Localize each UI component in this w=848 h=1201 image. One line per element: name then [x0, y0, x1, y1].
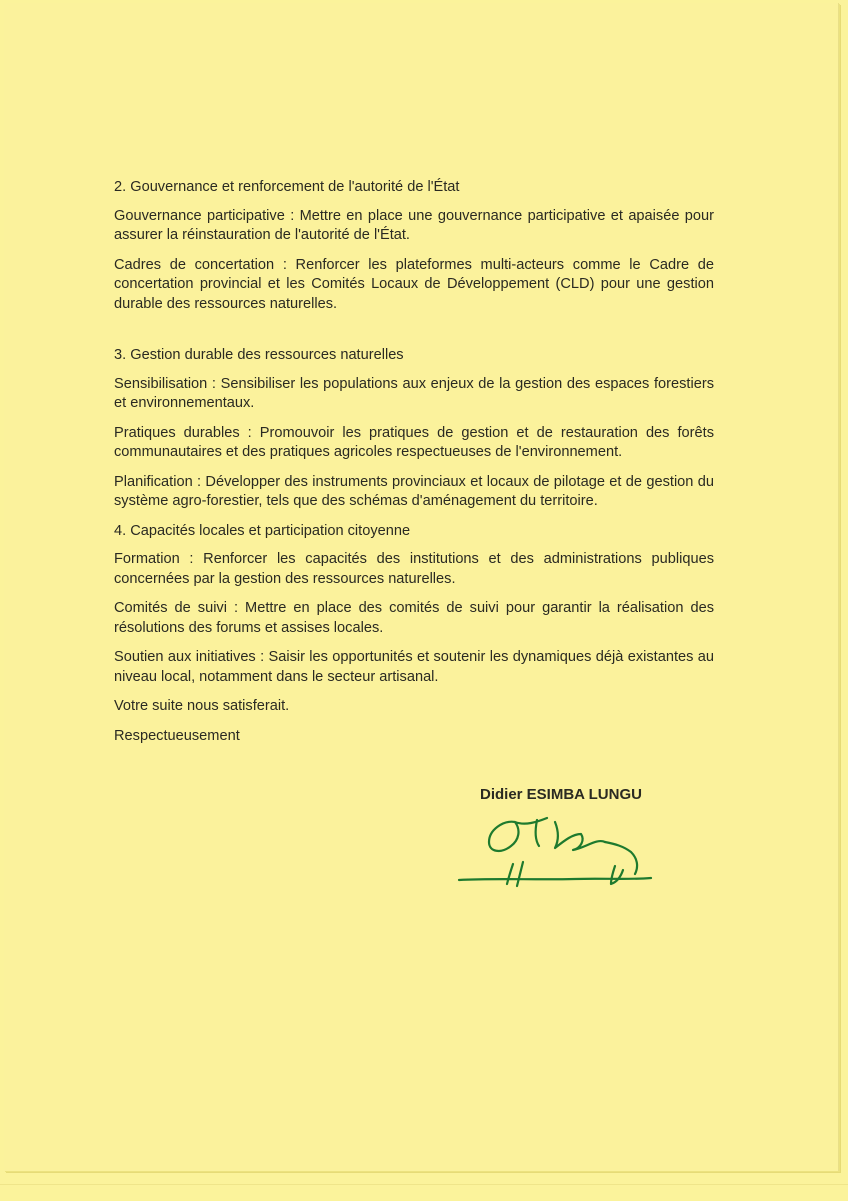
paragraph: Cadres de concertation : Renforcer les plateformes multi-acteurs comme le Cadre de concertation provincial et les Comités Locaux de Développement (CLD) pour une gestion durable des ressources naturelles.: [114, 256, 714, 312]
paragraph: Soutien aux initiatives : Saisir les opportunités et soutenir les dynamiques déjà existantes au niveau local, notamment dans le secteur artisanal.: [114, 649, 714, 685]
paragraph: Comités de suivi : Mettre en place des comités de suivi pour garantir la réalisation des résolutions des forums et assises locales.: [114, 600, 714, 636]
section-heading: 2. Gouvernance et renforcement de l'autorité de l'État: [114, 179, 460, 195]
handwritten-signature-icon: [455, 800, 665, 900]
next-page-edge: [0, 1184, 848, 1201]
paragraph: Pratiques durables : Promouvoir les pratiques de gestion et de restauration des forêts communautaires et des pratiques agricoles respectueuses de l'environnement.: [114, 424, 714, 460]
section-spacer: [114, 324, 714, 346]
paragraph: Planification : Développer des instruments provinciaux et locaux de pilotage et de gestion du système agro-forestier, tels que des schémas d'aménagement du territoire.: [114, 473, 714, 509]
section-heading: 4. Capacités locales et participation citoyenne: [114, 522, 411, 539]
section-governance: [114, 178, 714, 314]
paragraph: Formation : Renforcer les capacités des institutions et des administrations publiques concernées par la gestion des ressources naturelles.: [114, 551, 714, 587]
paragraph: Gouvernance participative : Mettre en place une gouvernance participative et apaisée pour assurer la réinstauration de l'autorité de l'État.: [114, 207, 714, 243]
closing-line: Votre suite nous satisferait.: [114, 698, 290, 714]
letter-body: [114, 178, 714, 756]
signer-name: Didier ESIMBA LUNGU: [480, 786, 642, 803]
section-natural-resources: [114, 346, 714, 512]
section-heading: 3. Gestion durable des ressources naturelles: [114, 347, 404, 363]
salutation: Respectueusement: [114, 727, 240, 744]
paragraph: Sensibilisation : Sensibiliser les populations aux enjeux de la gestion des espaces forestiers et environnementaux.: [114, 375, 714, 411]
section-local-capacities: [114, 522, 714, 688]
